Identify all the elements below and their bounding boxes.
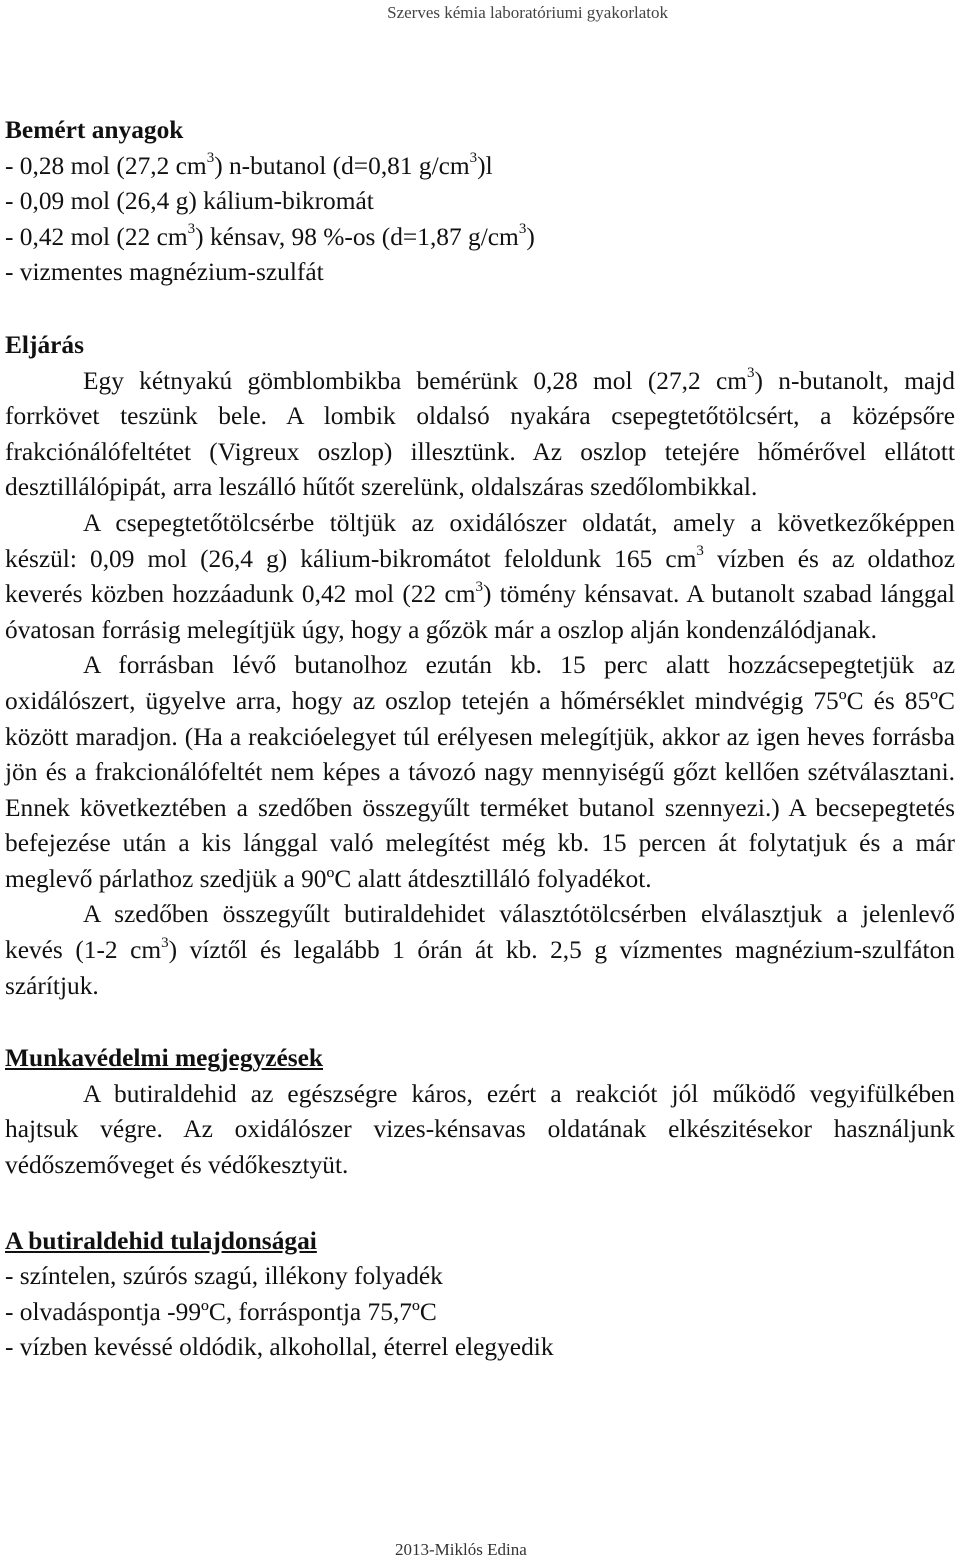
- materials-item-sulfuric-acid: - 0,42 mol (22 $cm^3$) kénsav, 98 %-os (d=1,87 $g/cm^3$): [5, 221, 535, 251]
- properties-title: A butiraldehid tulajdonságai: [5, 1226, 317, 1255]
- procedure-title: Eljárás: [5, 330, 84, 359]
- procedure-paragraph-4: A szedőben összegyűlt butiraldehidet választótölcsérben elválasztjuk a jelenlevő kevés (1-2 $cm^3$) víztől és legalább 1 órán át kb. 2,5 g vízmentes magnézium-szulfáton szárítjuk.: [5, 900, 955, 1000]
- safety-title: Munkavédelmi megjegyzések: [5, 1044, 324, 1073]
- materials-item-magnesium-sulfate: - vizmentes magnézium-szulfát: [5, 258, 324, 287]
- safety-paragraph: A butiraldehid az egészségre káros, ezért a reakciót jól működő vegyifülkében hajtsuk végre. Az oxidálószer vizes-kénsavas oldatának elkészitésekor használjunk védőszemőveget és védőkesztyüt.: [5, 1079, 955, 1180]
- materials-item-butanol: - 0,28 mol (27,2 $cm^3$) n-butanol (d=0,81 $g/cm^3)l$: [5, 150, 493, 180]
- page-header: Szerves kémia laboratóriumi gyakorlatok: [387, 3, 668, 22]
- materials-title: Bemért anyagok: [5, 116, 184, 144]
- procedure-paragraph-3: A forrásban lévő butanolhoz ezután kb. 15 perc alatt hozzácsepegtetjük az oxidálószert, ügyelve arra, hogy az oszlop tetején a hőmérséklet mindvégig 75ºC és 85ºC között maradjon. (Ha a reakcióelegyet túl erélyesen melegítjük, akkor az igen heves forrásba jön és a frakcionálófeltét nem képes a távozó nagy mennyiségű gőzt kellően szétválasztani. Ennek következtében a szedőben összegyűlt terméket butanol szennyezi.) A becsepegtetés befejezése után a kis lánggal való melegítést még kb. 15 percen át folytatjuk és a már meglevő párlathoz szedjük a 90ºC alatt átdesztilláló folyadékot.: [5, 651, 955, 893]
- document-body: [5, 113, 955, 1366]
- properties-item: - olvadáspontja -99ºC, forráspontja 75,7ºC: [5, 1297, 437, 1326]
- page-footer: 2013-Miklós Edina: [395, 1540, 527, 1559]
- properties-item: - vízben kevéssé oldódik, alkohollal, éterrel elegyedik: [5, 1333, 554, 1362]
- properties-item: - színtelen, szúrós szagú, illékony folyadék: [5, 1262, 443, 1291]
- materials-item-dichromate: - 0,09 mol (26,4 g) kálium-bikromát: [5, 187, 374, 216]
- procedure-paragraph-1: Egy kétnyakú gömblombikba bemérünk 0,28 mol (27,2 $cm^3$) n-butanolt, majd forrkövet teszünk bele. A lombik oldalsó nyakára csepegtetőtölcsért, a középsőre frakciónálófeltétet (Vigreux oszlop) illesztünk. Az oszlop tetejére hőmérővel ellátott desztillálópipát, arra leszálló hűtőt szerelünk, oldalszáras szedőlombikkal.: [5, 365, 956, 502]
- procedure-paragraph-2: A csepegtetőtölcsérbe töltjük az oxidálószer oldatát, amely a következőképpen készül: 0,09 mol (26,4 g) kálium-bikromátot feloldunk 165 $cm^3$ vízben és az oldathoz keverés közben hozzáadunk 0,42 mol (22 $cm^3$) tömény kénsavat. A butanolt szabad lánggal óvatosan forrásig melegítjük úgy, hogy a gőzök már a oszlop alján kondenzálódjanak.: [5, 508, 955, 644]
